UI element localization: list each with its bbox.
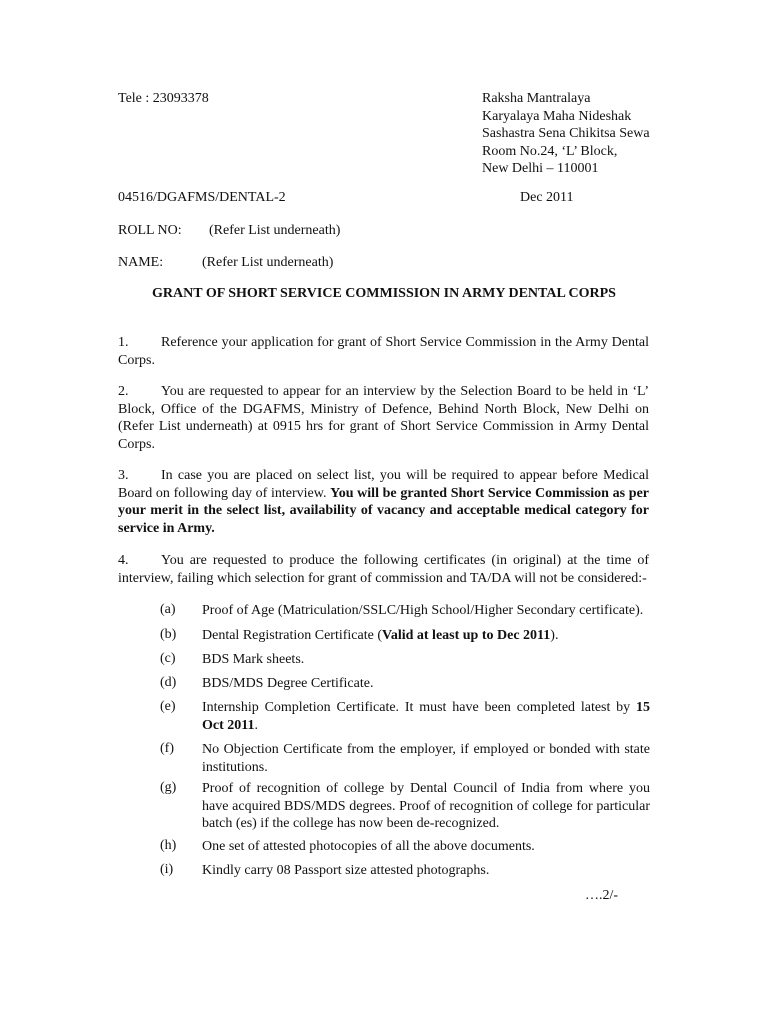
roll-no-label: ROLL NO: bbox=[118, 223, 182, 238]
paragraph-text: You are requested to produce the following certificates (in original) at the time of interview, failing which selection for grant of commission and TA/DA will not be considered:- bbox=[118, 553, 649, 586]
list-item-bold-text: 15 Oct 2011 bbox=[202, 700, 650, 733]
list-item-label: (i) bbox=[160, 862, 174, 877]
paragraph-text: You are requested to appear for an interview by the Selection Board to be held in ‘L’ Block, Office of the DGAFMS, Ministry of Defence, Behind North Block, New Delhi on (Refer List underneath) at 0915 hrs for grant of Short Service Commission in Army Dental Corps. bbox=[118, 384, 649, 452]
paragraph-number: 1. bbox=[118, 335, 129, 350]
list-item-text: Proof of recognition of college by Dental Council of India from where you have acquired BDS/MDS degrees. Proof of recognition of college for particular batch (es) if the college has now been de-recognized. bbox=[202, 781, 650, 832]
paragraph-bold-text: You will be granted Short Service Commission as per your merit in the select list, availability of vacancy and acceptable medical category for service in Army. bbox=[118, 485, 649, 536]
paragraph-number: 4. bbox=[118, 553, 129, 568]
list-item-bold-text: Valid at least up to Dec 2011 bbox=[382, 628, 551, 643]
telephone-number: Tele : 23093378 bbox=[118, 91, 209, 106]
roll-no-value: (Refer List underneath) bbox=[209, 223, 341, 238]
list-item-text: Dental Registration Certificate (Valid at least up to Dec 2011). bbox=[202, 628, 559, 643]
list-item-label: (g) bbox=[160, 780, 177, 795]
list-item-text: Kindly carry 08 Passport size attested photographs. bbox=[202, 863, 490, 878]
paragraph-text: Reference your application for grant of Short Service Commission in the Army Dental Corps. bbox=[118, 335, 649, 368]
address-line: Room No.24, ‘L’ Block, bbox=[482, 143, 618, 159]
list-item-label: (b) bbox=[160, 627, 177, 642]
list-item-text: No Objection Certificate from the employer, if employed or bonded with state institutions. bbox=[202, 742, 650, 775]
reference-number: 04516/DGAFMS/DENTAL-2 bbox=[118, 190, 286, 205]
address-line: Karyalaya Maha Nideshak bbox=[482, 108, 632, 124]
list-item-text: BDS/MDS Degree Certificate. bbox=[202, 676, 374, 691]
list-item-label: (d) bbox=[160, 675, 177, 690]
page-continuation-marker: ….2/- bbox=[585, 888, 619, 903]
list-item-label: (c) bbox=[160, 651, 176, 666]
address-line: New Delhi – 110001 bbox=[482, 161, 599, 177]
paragraph-2 bbox=[118, 383, 649, 453]
letter-subject-title: GRANT OF SHORT SERVICE COMMISSION IN ARMY DENTAL CORPS bbox=[152, 286, 616, 301]
list-item-label: (a) bbox=[160, 602, 176, 617]
paragraph-3 bbox=[118, 467, 649, 537]
letter-date: Dec 2011 bbox=[520, 190, 574, 205]
list-item-label: (e) bbox=[160, 699, 176, 714]
address-line: Raksha Mantralaya bbox=[482, 91, 591, 106]
list-item-text: Internship Completion Certificate. It must have been completed latest by 15 Oct 2011. bbox=[202, 700, 650, 733]
list-item-label: (f) bbox=[160, 741, 174, 756]
paragraph-4 bbox=[118, 552, 649, 587]
address-line: Sashastra Sena Chikitsa Sewa bbox=[482, 126, 650, 142]
name-value: (Refer List underneath) bbox=[202, 255, 334, 270]
list-item-text: One set of attested photocopies of all the above documents. bbox=[202, 839, 535, 854]
paragraph-text: In case you are placed on select list, you will be required to appear before Medical Board on following day of interview. bbox=[118, 468, 649, 501]
paragraph-1 bbox=[118, 334, 649, 369]
list-item-text: Proof of Age (Matriculation/SSLC/High School/Higher Secondary certificate). bbox=[202, 603, 644, 618]
name-label: NAME: bbox=[118, 255, 164, 270]
sender-address bbox=[482, 90, 650, 178]
list-item-label: (h) bbox=[160, 838, 177, 853]
list-item-text: BDS Mark sheets. bbox=[202, 652, 305, 667]
paragraph-number: 3. bbox=[118, 468, 129, 483]
paragraph-number: 2. bbox=[118, 384, 129, 399]
